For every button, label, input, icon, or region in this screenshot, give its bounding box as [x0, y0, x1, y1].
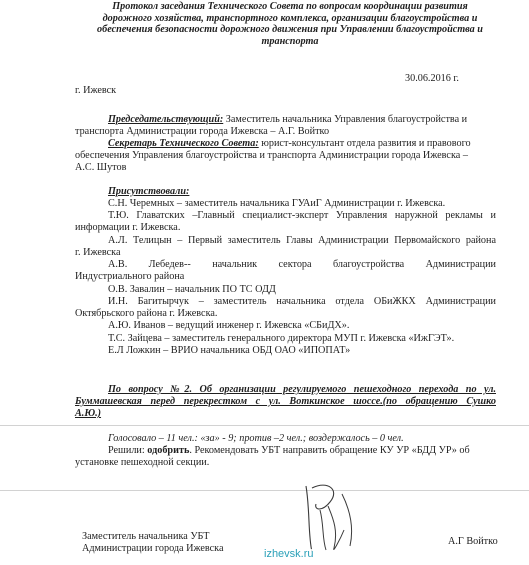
- attendees-label: Присутствовали:: [108, 186, 190, 197]
- attendee-line: Индустриального района: [75, 271, 185, 282]
- attendee-line: Е.Л Ложкин – ВРИО начальника ОБД ОАО «ИПОПАТ»: [108, 345, 351, 356]
- signer-name: А.Г Войтко: [448, 536, 498, 547]
- decision-line-1: [108, 445, 470, 457]
- secretary-line-1: [108, 138, 471, 150]
- attendee-line: С.Н. Черемных – заместитель начальника ГУАиГ Администрации г. Ижевска.: [108, 198, 446, 209]
- attendee-line: О.В. Завалин – начальник ПО ТС ОДД: [108, 284, 276, 295]
- secretary-text-1: юрист-консультант отдела развития и правового: [258, 138, 471, 149]
- watermark: izhevsk.ru: [264, 548, 314, 560]
- attendee-line: А.Ю. Иванов – ведущий инженер г. Ижевска «СБиДХ».: [108, 320, 350, 331]
- fold-line: [0, 425, 529, 426]
- fold-line: [0, 490, 529, 491]
- attendee-line: Октябрьского района г. Ижевска.: [75, 308, 218, 319]
- chair-label: Председательствующий:: [108, 114, 224, 125]
- secretary-label: Секретарь Технического Совета:: [108, 138, 259, 149]
- signer-position-1: Заместитель начальника УБТ: [82, 531, 210, 542]
- secretary-line-3: А.С. Шутов: [75, 162, 127, 173]
- vote-result: Голосовало – 11 чел.: «за» - 9; против –2 чел.; воздержалось – 0 чел.: [108, 433, 404, 444]
- title-line-2: дорожного хозяйства, транспортного комплекса, организации благоустройства и: [102, 12, 478, 24]
- secretary-line-2: обеспечения Управления благоустройства и транспорта Администрации города Ижевска –: [75, 150, 468, 161]
- document-title: [70, 1, 510, 47]
- handwritten-signature: [300, 480, 360, 555]
- city: г. Ижевск: [75, 85, 117, 96]
- title-line-4: транспорта: [261, 35, 319, 47]
- question-line-3: А.Ю.): [75, 408, 102, 419]
- question-line-1: По вопросу №2. Об организации регулируемого пешеходного перехода по ул.: [108, 384, 496, 395]
- title-line-1: Протокол заседания Технического Совета по вопросам координации развития: [112, 1, 468, 12]
- attendee-line: И.Н. Багитырчук – заместитель начальника отдела ОБиЖКХ Администрации: [108, 296, 496, 307]
- attendee-line: А.Л. Телицын – Первый заместитель Главы Администрации Первомайского района: [108, 235, 496, 246]
- signer-position-2: Администрации города Ижевска: [82, 543, 224, 554]
- decision-label: Решили:: [108, 445, 148, 456]
- attendee-line: Т.Ю. Главатских –Главный специалист-эксперт Управления наружной рекламы и: [108, 210, 496, 221]
- attendee-line: Т.С. Зайцева – заместитель генерального директора МУП г. Ижевска «ИжГЭТ».: [108, 333, 455, 344]
- date: 30.06.2016 г.: [405, 73, 459, 84]
- decision-text-1: . Рекомендовать УБТ направить обращение КУ УР «БДД УР» об: [189, 445, 470, 456]
- question-line-2: Буммашевская перед перекрестком с ул. Воткинское шоссе.(по обращению Сушко: [75, 396, 496, 407]
- chair-text-1: Заместитель начальника Управления благоустройства и: [223, 114, 468, 125]
- decision-verdict: одобрить: [147, 445, 190, 456]
- title-line-3: обеспечения безопасности дорожного движения при Управлении благоустройства и: [97, 24, 483, 35]
- chair-line-1: [108, 114, 467, 126]
- chair-line-2: транспорта Администрации города Ижевска – А.Г. Войтко: [75, 126, 330, 137]
- decision-line-2: установке пешеходной секции.: [75, 457, 210, 468]
- attendee-line: г. Ижевска: [75, 247, 121, 258]
- attendee-line: информации г. Ижевска.: [75, 222, 181, 233]
- attendee-line: А.В. Лебедев-- начальник сектора благоустройства Администрации: [108, 259, 496, 270]
